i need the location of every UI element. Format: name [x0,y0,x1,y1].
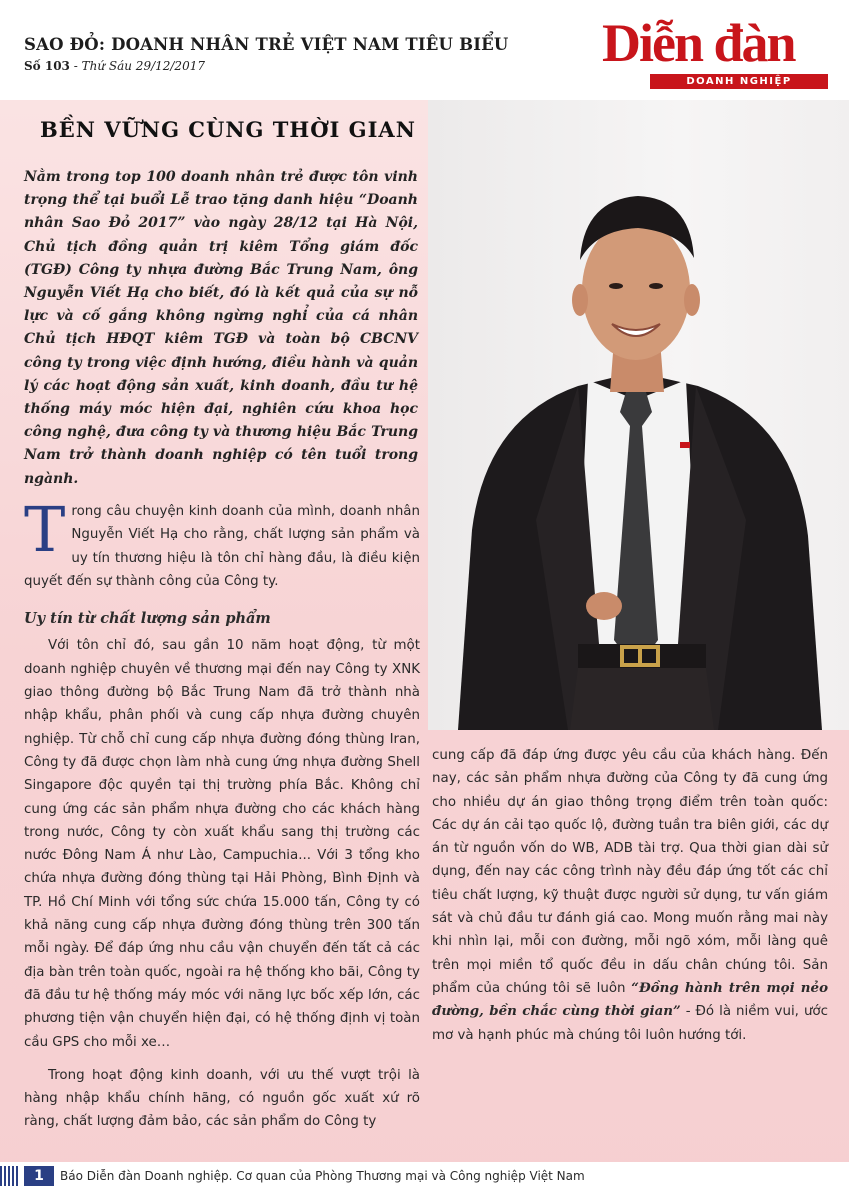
publication-logo [602,14,832,88]
continued-text: cung cấp đã đáp ứng được yêu cầu của khách hàng. Đến nay, các sản phẩm nhựa đường của Công ty đã cung ứng cho nhiều dự án giao thông trọng điểm trên toàn quốc: Các dự án cải tạo quốc lộ, đường tuần tra biên giới, các dự án từ nguồn vốn do WB, ADB tài trợ. Qua thời gian dài sử dụng, đến nay các công trình này đều đáp ứng tốt các chỉ tiêu chất lượng, kỹ thuật được người sử dụng, tư vấn giám sát và chủ đầu tư đánh giá cao. Mong muốn rằng mai này khi nhìn lại, mỗi con đường, mỗi ngõ xóm, mỗi làng quê trên mọi miền tổ quốc đều in dấu chân chúng tôi. Sản phẩm của chúng tôi sẽ luôn [432,748,828,996]
portrait-photo [428,100,849,730]
paragraph-gap [24,1054,420,1064]
page-footer [0,1162,849,1200]
section-title: SAO ĐỎ: DOANH NHÂN TRẺ VIỆT NAM TIÊU BIỂU [24,35,509,54]
issue-separator: - [73,59,82,73]
article-column-left [24,493,420,1134]
portrait-illustration [428,100,849,730]
intro-text: rong câu chuyện kinh doanh của mình, doanh nhân Nguyễn Viết Hạ cho rằng, chất lượng sản phẩm và uy tín thương hiệu là tôn chỉ hàng đầu, là điều kiện quyết đến sự thành công của Công ty. [24,504,420,589]
page-number: 1 [24,1166,54,1186]
issue-number: Số 103 [24,59,70,73]
issue-date: Thứ Sáu 29/12/2017 [81,59,205,73]
footer-credit: Báo Diễn đàn Doanh nghiệp. Cơ quan của Phòng Thương mại và Công nghiệp Việt Nam [60,1169,585,1183]
intro-paragraph [24,493,420,593]
article-lead: Nằm trong top 100 doanh nhân trẻ được tôn vinh trọng thể tại buổi Lễ trao tặng danh hiệu “Doanh nhân Sao Đỏ 2017” vào ngày 28/12 tại Hà Nội, Chủ tịch đồng quản trị kiêm Tổng giám đốc (TGĐ) Công ty nhựa đường Bắc Trung Nam, ông Nguyễn Viết Hạ cho biết, đó là kết quả của sự nỗ lực và cố gắng không ngừng nghỉ của cá nhân Chủ tịch HĐQT kiêm TGĐ và toàn bộ CBCNV công ty trong việc định hướng, điều hành và quản lý các hoạt động sản xuất, kinh doanh, đầu tư hệ thống máy móc hiện đại, nghiên cứu khoa học công nghệ, đưa công ty và thương hiệu Bắc Trung Nam trở thành doanh nghiệp có tên tuổi trong ngành. [24,169,418,487]
dropcap-letter: T [24,493,66,566]
body-paragraph-continued [432,744,828,1047]
closing-text: - Đó là niềm vui, ước mơ và hạnh phúc mà chúng tôi luôn hướng tới. [432,1004,828,1043]
slogan-quote: “Đồng hành trên mọi nẻo đường, bền chắc cùng thời gian” [432,979,828,1020]
section-subheading: Uy tín từ chất lượng sản phẩm [24,610,271,628]
article-column-right [432,744,828,1047]
logo-subtitle: DOANH NGHIỆP [650,74,828,89]
body-paragraph-2: Trong hoạt động kinh doanh, với ưu thế vượt trội là hàng nhập khẩu chính hãng, có nguồn gốc xuất xứ rõ ràng, chất lượng đảm bảo, các sản phẩm do Công ty [24,1067,420,1130]
body-paragraph-1: Với tôn chỉ đó, sau gần 10 năm hoạt động, từ một doanh nghiệp chuyên về thương mại đến nay Công ty XNK giao thông đường bộ Bắc Trung Nam đã trở thành nhà nhập khẩu, phân phối và cung cấp nhựa đường chuyên nghiệp. Từ chỗ chỉ cung cấp nhựa đường đóng thùng Iran, Công ty đã được chọn làm nhà cung ứng nhựa đường Shell Singapore độc quyền tại thị trường phía Bắc. Không chỉ cung ứng các sản phẩm nhựa đường cho các khách hàng trong nước, Công ty còn xuất khẩu sang thị trường các nước Đông Nam Á như Lào, Campuchia... Với 3 tổng kho chứa nhựa đường đóng thùng tại Hải Phòng, Bình Định và TP. Hồ Chí Minh với tổng sức chứa 15.000 tấn, Công ty có khả năng cung cấp nhựa đường đóng thùng trên 300 tấn mỗi ngày. Để đáp ứng nhu cầu vận chuyển đến tất cả các địa bàn trên toàn quốc, ngoài ra hệ thống kho bãi, Công ty đã đầu tư hệ thống máy móc với năng lực bốc xếp lớn, các phương tiện vận chuyển hiện đại, có hệ thống định vị toàn cầu GPS cho mỗi xe… [24,638,420,1050]
page-header [0,0,849,100]
article-headline: BỀN VỮNG CÙNG THỜI GIAN [40,117,416,142]
logo-wordmark: Diễn đàn [602,13,795,73]
footer-stripes [0,1166,20,1186]
issue-info [24,59,205,73]
